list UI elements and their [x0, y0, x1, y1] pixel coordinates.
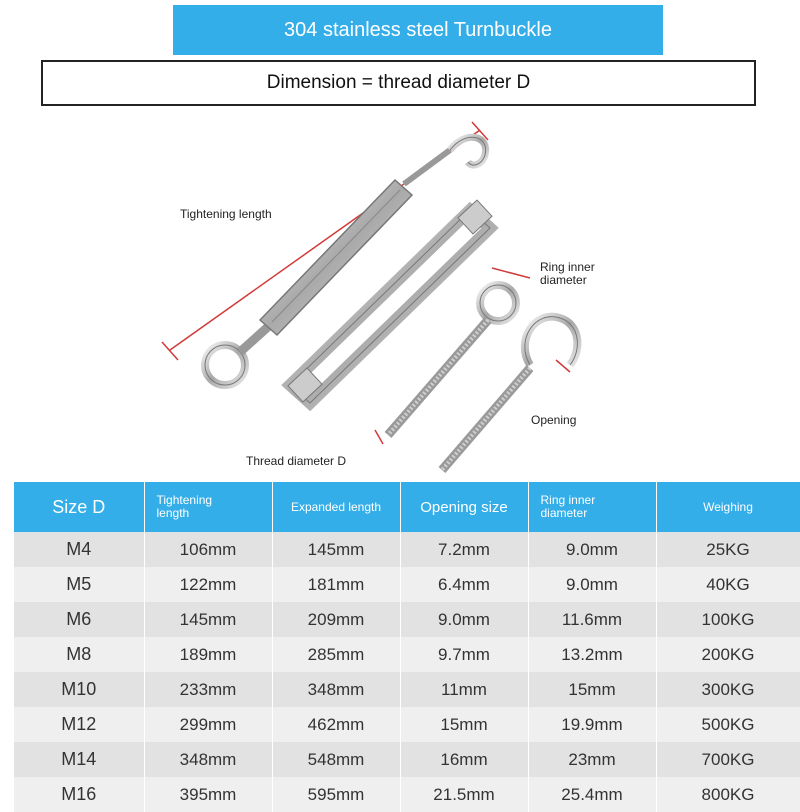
table-cell: 233mm — [144, 672, 272, 707]
table-cell: 348mm — [272, 672, 400, 707]
col-ring: Ring inner diameter — [528, 482, 656, 532]
table-cell: 209mm — [272, 602, 400, 637]
table-cell: 145mm — [272, 532, 400, 567]
table-cell: 9.0mm — [528, 532, 656, 567]
table-cell: M5 — [14, 567, 144, 602]
col-tightening: Tightening length — [144, 482, 272, 532]
col-weighing: Weighing — [656, 482, 800, 532]
col-expanded: Expanded length — [272, 482, 400, 532]
table-cell: 800KG — [656, 777, 800, 812]
table-row — [14, 637, 800, 672]
label-tightening-length: Tightening length — [180, 207, 272, 221]
table-cell: 25.4mm — [528, 777, 656, 812]
col-size: Size D — [14, 482, 144, 532]
table-cell: 25KG — [656, 532, 800, 567]
table-cell: M6 — [14, 602, 144, 637]
table-row — [14, 532, 800, 567]
table-cell: M8 — [14, 637, 144, 672]
table-row — [14, 602, 800, 637]
table-cell: M16 — [14, 777, 144, 812]
table-cell: 7.2mm — [400, 532, 528, 567]
table-cell: 500KG — [656, 707, 800, 742]
spec-table — [14, 482, 800, 812]
table-cell: 21.5mm — [400, 777, 528, 812]
table-row — [14, 707, 800, 742]
col-opening: Opening size — [400, 482, 528, 532]
table-cell: 200KG — [656, 637, 800, 672]
table-cell: M14 — [14, 742, 144, 777]
table-cell: 23mm — [528, 742, 656, 777]
label-opening: Opening — [531, 413, 577, 427]
ring-diameter-marker — [492, 268, 530, 278]
turnbuckle-frame — [288, 200, 492, 403]
table-cell: 40KG — [656, 567, 800, 602]
table-cell: 16mm — [400, 742, 528, 777]
table-row — [14, 672, 800, 707]
table-row — [14, 567, 800, 602]
table-cell: 6.4mm — [400, 567, 528, 602]
table-cell: M10 — [14, 672, 144, 707]
table-cell: 299mm — [144, 707, 272, 742]
table-header-row — [14, 482, 800, 532]
table-cell: 15mm — [400, 707, 528, 742]
turnbuckle-hook-eye — [205, 137, 486, 385]
table-cell: M4 — [14, 532, 144, 567]
table-cell: 9.7mm — [400, 637, 528, 672]
table-cell: 348mm — [144, 742, 272, 777]
turnbuckle-diagram — [150, 110, 650, 480]
table-cell: M12 — [14, 707, 144, 742]
table-cell: 11.6mm — [528, 602, 656, 637]
table-cell: 285mm — [272, 637, 400, 672]
table-cell: 145mm — [144, 602, 272, 637]
table-cell: 100KG — [656, 602, 800, 637]
table-cell: 9.0mm — [528, 567, 656, 602]
label-thread-diameter: Thread diameter D — [246, 454, 347, 468]
table-cell: 19.9mm — [528, 707, 656, 742]
table-cell: 548mm — [272, 742, 400, 777]
table-cell: 395mm — [144, 777, 272, 812]
table-cell: 700KG — [656, 742, 800, 777]
table-cell: 9.0mm — [400, 602, 528, 637]
table-cell: 189mm — [144, 637, 272, 672]
page-title: 304 stainless steel Turnbuckle — [173, 5, 663, 55]
table-cell: 300KG — [656, 672, 800, 707]
label-ring-inner-diameter: Ring inner diameter — [540, 260, 595, 287]
dimension-note: Dimension = thread diameter D — [41, 60, 756, 106]
table-cell: 11mm — [400, 672, 528, 707]
table-cell: 122mm — [144, 567, 272, 602]
table-cell: 462mm — [272, 707, 400, 742]
table-cell: 15mm — [528, 672, 656, 707]
hook-bolt — [442, 317, 577, 470]
table-cell: 181mm — [272, 567, 400, 602]
table-cell: 595mm — [272, 777, 400, 812]
table-cell: 13.2mm — [528, 637, 656, 672]
table-row — [14, 742, 800, 777]
table-cell: 106mm — [144, 532, 272, 567]
table-row — [14, 777, 800, 812]
thread-diameter-marker — [375, 430, 383, 444]
